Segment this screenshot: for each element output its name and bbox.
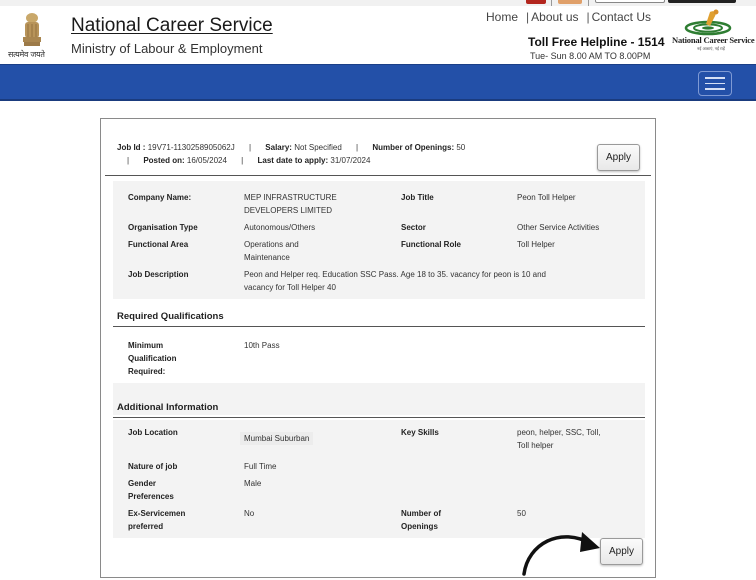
ex-servicemen: No (244, 509, 255, 518)
site-title-link[interactable]: National Career Service (71, 15, 273, 36)
company-name-label: Company Name: (128, 193, 192, 202)
ncs-logo-tagline: नई आशाएं, नई राहें (697, 46, 725, 51)
sector: Other Service Activities (517, 223, 600, 232)
salary-label: Salary: (265, 143, 292, 152)
nav-contact-us[interactable]: Contact Us (591, 10, 651, 24)
gender-preference-label: Gender Preferences (128, 479, 174, 501)
emblem-caption: सत्यमेव जयते (8, 50, 45, 59)
openings: 50 (456, 143, 466, 152)
additional-info-panel (113, 420, 645, 538)
openings-label: Number of Openings: (372, 143, 455, 152)
apply-button-bottom[interactable]: Apply (600, 538, 643, 565)
job-meta: Job Id : 19V71-1130258905062J | Salary: Not Specified | Number of Openings: 50 | Posted on: 16/05/2024 | Last date to apply: 31/07/2024 (117, 143, 466, 165)
job-description-label: Job Description (128, 270, 189, 279)
functional-area: Operations and Maintenance (244, 240, 299, 262)
hamburger-icon (705, 88, 725, 90)
job-location: Mumbai Suburban (240, 432, 313, 445)
nav-separator: | (526, 10, 530, 24)
org-type-label: Organisation Type (128, 223, 198, 232)
last-date-label: Last date to apply: (257, 156, 329, 165)
site-subtitle: Ministry of Labour & Employment (71, 41, 263, 56)
site-header (0, 6, 756, 64)
job-description: Peon and Helper req. Education SSC Pass. Age 18 to 35. vacancy for peon is 10 and vacancy for Toll Helper 40 (244, 270, 546, 292)
additional-information-heading: Additional Information (117, 402, 219, 413)
top-nav (486, 10, 651, 24)
ncs-logo-text: National Career Service (672, 35, 755, 45)
job-title-label: Job Title (401, 193, 434, 202)
qualifications-panel (113, 331, 645, 383)
job-detail-card (100, 118, 656, 578)
nav-separator: | (586, 10, 590, 24)
nature-of-job-label: Nature of job (128, 462, 178, 471)
org-type: Autonomous/Others (244, 223, 316, 232)
apply-button-top[interactable]: Apply (597, 144, 640, 171)
company-name: MEP INFRASTRUCTURE DEVELOPERS LIMITED (244, 193, 337, 215)
social-icon[interactable] (558, 0, 582, 4)
key-skills: peon, helper, SSC, Toll, Toll helper (517, 428, 601, 450)
functional-area-label: Functional Area (128, 240, 189, 249)
nav-home[interactable]: Home (486, 10, 519, 24)
functional-role: Toll Helper (517, 240, 555, 249)
divider (105, 175, 651, 176)
nav-about-us[interactable]: About us (531, 10, 579, 24)
hamburger-menu-button[interactable] (698, 71, 732, 96)
sector-label: Sector (401, 223, 426, 232)
language-select[interactable] (668, 0, 736, 3)
hamburger-icon (705, 83, 725, 85)
key-skills-label: Key Skills (401, 428, 439, 437)
number-of-openings-label: Number of Openings (401, 509, 441, 531)
number-of-openings: 50 (517, 509, 526, 518)
hamburger-icon (705, 77, 725, 79)
search-input[interactable] (595, 0, 665, 3)
job-title: Peon Toll Helper (517, 193, 576, 202)
curved-arrow-icon (520, 524, 610, 576)
job-id: 19V71-1130258905062J (147, 143, 235, 152)
main-navbar (0, 64, 756, 101)
job-location-label: Job Location (128, 428, 178, 437)
ex-servicemen-label: Ex-Servicemen preferred (128, 509, 186, 531)
functional-role-label: Functional Role (401, 240, 461, 249)
min-qualification: 10th Pass (244, 341, 280, 350)
divider (113, 417, 645, 418)
min-qualification-label: Minimum Qualification Required: (128, 341, 177, 376)
salary: Not Specified (294, 143, 342, 152)
nature-of-job: Full Time (244, 462, 277, 471)
required-qualifications-heading: Required Qualifications (117, 311, 224, 322)
helpline-hours: Tue- Sun 8.00 AM TO 8.00PM (530, 51, 651, 61)
job-id-label: Job Id : (117, 143, 146, 152)
divider (113, 326, 645, 327)
job-details-panel (113, 181, 645, 299)
social-icon[interactable] (526, 0, 546, 4)
posted-date: 16/05/2024 (186, 156, 227, 165)
last-date: 31/07/2024 (330, 156, 371, 165)
posted-label: Posted on: (143, 156, 185, 165)
gender-preference: Male (244, 479, 262, 488)
helpline-number: Toll Free Helpline - 1514 (528, 35, 665, 49)
